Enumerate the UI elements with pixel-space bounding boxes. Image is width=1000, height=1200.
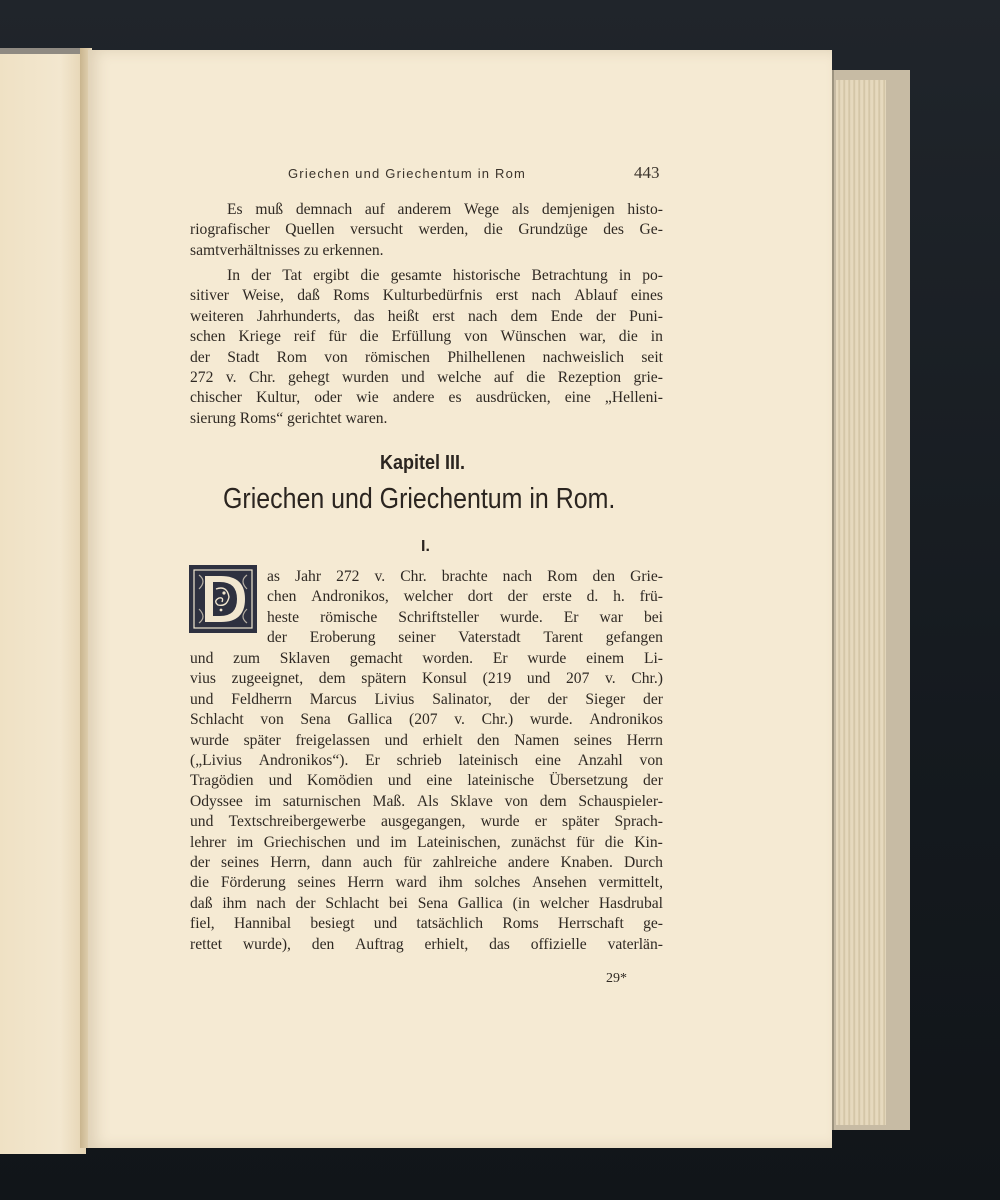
text-line: weiteren Jahrhunderts, das heißt erst nach dem Ende der Puni- xyxy=(190,307,663,325)
left-page xyxy=(0,48,86,1154)
text-line: der seines Herrn, dann auch für zahlreiche andere Knaben. Durch xyxy=(190,854,663,872)
text-line: Es muß demnach auf anderem Wege als demjenigen histo- xyxy=(227,201,663,218)
paragraph-3 xyxy=(190,649,663,955)
drop-cap-lines xyxy=(267,567,663,649)
text-line: lehrer im Griechischen und im Lateinischen, zunächst für die Kin- xyxy=(190,833,663,851)
text-line: as Jahr 272 v. Chr. brachte nach Rom den Grie- xyxy=(267,568,663,585)
text-line: samtverhältnisses zu erkennen. xyxy=(190,241,384,259)
ornamental-initial-d xyxy=(189,565,257,633)
text-line: rettet wurde), den Auftrag erhielt, das offizielle vaterlän- xyxy=(190,935,663,953)
text-line: chen Andronikos, welcher dort der erste d. h. frü- xyxy=(267,588,663,606)
text-line: und Feldherrn Marcus Livius Salinator, der der Sieger der xyxy=(190,690,663,708)
signature-mark: 29* xyxy=(606,971,627,986)
text-line: die Förderung seines Herrn ward ihm solches Ansehen vermittelt, xyxy=(190,874,663,892)
text-line: sierung Roms“ gerichtet waren. xyxy=(190,409,388,427)
chapter-label: Kapitel III. xyxy=(380,452,466,474)
text-line: und zum Sklaven gemacht worden. Er wurde einem Li- xyxy=(190,650,663,667)
text-line: daß ihm nach der Schlacht bei Sena Gallica (in welcher Hasdrubal xyxy=(190,894,663,912)
text-line: Schlacht von Sena Gallica (207 v. Chr.) wurde. Andronikos xyxy=(190,711,663,729)
text-line: sitiver Weise, daß Roms Kulturbedürfnis erst nach Ablauf eines xyxy=(190,287,663,305)
text-line: vius zugeeignet, dem spätern Konsul (219 und 207 v. Chr.) xyxy=(190,670,663,688)
text-line: wurde später freigelassen und erhielt den Namen seines Herrn xyxy=(190,731,663,749)
text-line: Odyssee im saturnischen Maß. Als Sklave von dem Schauspieler- xyxy=(190,792,663,810)
text-line: der Stadt Rom von römischen Philhellenen nachweislich seit xyxy=(190,348,663,366)
text-line: riografischer Quellen versucht werden, die Grundzüge des Ge- xyxy=(190,221,663,239)
paragraph-2 xyxy=(190,266,663,429)
text-line: („Livius Andronikos“). Er schrieb lateinisch eine Anzahl von xyxy=(190,752,663,770)
text-line: und Textschreibergewerbe ausgegangen, wurde er später Sprach- xyxy=(190,813,663,831)
paragraph-1 xyxy=(190,200,663,261)
text-line: heste römische Schriftsteller wurde. Er war bei xyxy=(267,608,663,626)
text-line: schen Kriege reif für die Erfüllung von Wünschen war, die in xyxy=(190,328,663,346)
text-line: der Eroberung seiner Vaterstadt Tarent gefangen xyxy=(267,629,663,647)
text-line: In der Tat ergibt die gesamte historische Betrachtung in po- xyxy=(227,267,663,284)
text-line: Tragödien und Komödien und eine lateinische Übersetzung der xyxy=(190,772,663,790)
running-head: Griechen und Griechentum in Rom xyxy=(288,166,527,181)
page-number: 443 xyxy=(634,163,660,182)
chapter-title: Griechen und Griechentum in Rom. xyxy=(223,483,616,515)
page-block-edges xyxy=(836,80,886,1125)
text-line: chischer Kultur, oder wie andere es ausdrücken, eine „Helleni- xyxy=(190,389,663,407)
text-line: fiel, Hannibal besiegt und tatsächlich Roms Herrschaft ge- xyxy=(190,915,663,933)
section-number: I. xyxy=(421,538,430,555)
text-line: 272 v. Chr. gehegt wurden und welche auf die Rezeption grie- xyxy=(190,369,663,387)
